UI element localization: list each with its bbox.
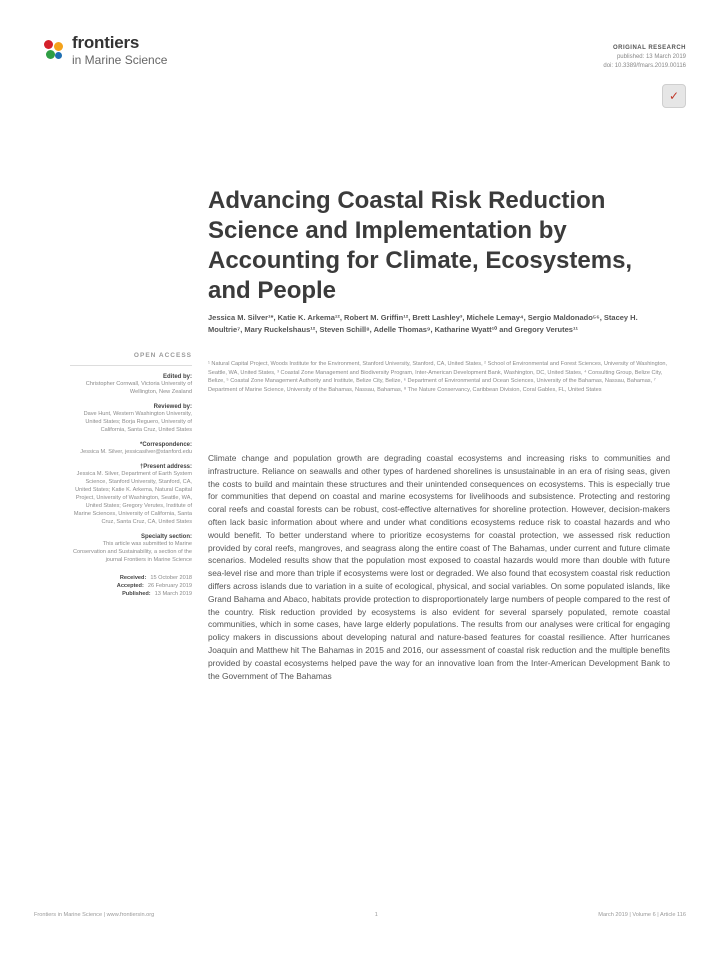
reviewed-by-text: Dave Hunt, Western Washington University, United States; Borja Reguero, University of California, Santa Cruz, United States [83, 411, 192, 433]
open-access-label: OPEN ACCESS [70, 352, 192, 366]
published-date-sidebar: 13 March 2019 [154, 591, 192, 597]
published-label: Published: [122, 591, 151, 597]
publication-info [603, 44, 686, 71]
journal-logo[interactable] [44, 34, 167, 66]
specialty-section-text: This article was submitted to Marine Conservation and Sustainability, a section of the journal Frontiers in Marine Science [73, 541, 192, 563]
article-title: Advancing Coastal Risk Reduction Science and Implementation by Accounting for Climate, Ecosystems, and People [208, 187, 633, 304]
check-for-updates-icon[interactable]: ✓ [662, 84, 686, 108]
received-date: 15 October 2018 [150, 575, 192, 581]
abstract: Climate change and population growth are degrading coastal ecosystems and increasing risks to communities and infrastructure. Reliance on seawalls and other types of hardened shorelines is unsustainable in an era of rising seas, given the costs to build and maintain these structures and their unintended consequences on ecosystems. This is especially true for communities that depend on coastal and marine ecosystems for livelihoods and subsistence. Protecting and restoring coral reefs and coastal forests can be robust, cost-effective alternatives for shoreline protection. However, decision-makers often lack basic information about where and under what conditions ecosystems reduce risk to coastal hazards and who would benefit. To better understand where to prioritize ecosystems for coastal protection, we assessed risk reduction provided by coral reefs, mangroves, and seagrass along the entire coast of The Bahamas, under current and future climate scenarios. Modeled results show that the population most exposed to coastal hazards would more than double with future sea-level rise and more than triple if ecosystems were lost or degraded. We also found that ecosystem coastal risk reduction differs across islands due to variation in a suite of ecological, physical, and social variables. On some populated islands, like Grand Bahama and Abaco, habitats provide protection to disproportionately large numbers of people compared to the rest of the country. Risk reduction provided by ecosystems is also evident for several sparsely populated, remote coastal communities, which in some cases, have large elderly populations. The results from our analyses were critical for engaging policy makers in discussions about developing natural and nature-based features for coastal resilience. After hurricanes Joaquin and Matthew hit The Bahamas in 2015 and 2016, our assessment of coastal risk reduction and the multiple benefits provided by coastal ecosystems helped pave the way for an innovative loan from the Inter-American Development Bank to the Government of The Bahamas [208, 453, 670, 681]
doi-link[interactable]: doi: 10.3389/fmars.2019.00116 [603, 63, 686, 69]
accepted-date: 26 February 2019 [147, 583, 192, 589]
specialty-section-label: Specialty section: [140, 534, 192, 540]
edited-by-label: Edited by: [162, 374, 192, 380]
footer-citation: March 2019 | Volume 6 | Article 116 [598, 912, 686, 918]
page-number: 1 [374, 912, 378, 918]
present-address-text: Jessica M. Silver, Department of Earth System Science, Stanford University, Stanford, CA, United States; Katie K. Arkema, Natural Capital Project, University of Washington, Seattle, WA, United States; Gregory Verutes, Institute of Marine Sciences, University of California, Santa Cruz, Santa Cruz, CA, United States [73, 471, 192, 525]
correspondence-text[interactable]: Jessica M. Silver, jessicasilver@stanford.edu [80, 449, 192, 455]
journal-name: in Marine Science [72, 53, 168, 67]
brand-name: frontiers [72, 33, 140, 52]
accepted-label: Accepted: [116, 583, 144, 589]
frontiers-logo-icon [44, 40, 64, 60]
footer-journal-link[interactable]: Frontiers in Marine Science | www.frontiersin.org [34, 912, 155, 918]
edited-by-text: Christopher Cornwall, Victoria University of Wellington, New Zealand [85, 381, 192, 395]
article-type: ORIGINAL RESEARCH [612, 45, 686, 51]
published-date: published: 13 March 2019 [616, 54, 686, 60]
affiliations: ¹ Natural Capital Project, Woods Institute for the Environment, Stanford University, Stanford, CA, United States, ² School of Environmental and Forest Sciences, University of Washington, Seattle, WA, United States, ³ Coastal Zone Management and Biodiversity Program, Inter-American Development Bank, Washington, DC, United States, ⁴ Consulting Group, Belize City, Belize, ⁵ Coastal Zone Management Authority and Institute, Belize City, Belize, ⁶ Department of Environmental and Ocean Sciences, University of the Bahamas, Nassau, Bahamas, ⁷ Department of Marine Science, University of the Bahamas, Nassau, Bahamas, ⁸ The Nature Conservancy, Caribbean Division, Coral Gables, FL, United States [208, 361, 668, 393]
author-list: Jessica M. Silver¹*, Katie K. Arkema¹², Robert M. Griffin¹², Brett Lashley³, Michele Lemay⁴, Sergio Maldonado⁵⁶, Stacey H. Moultrie⁷, Mary Ruckelshaus¹², Steven Schill⁸, Adelle Thomas⁹, Katharine Wyatt¹⁰ and Gregory Verutes¹¹ [208, 313, 638, 334]
page-footer [34, 912, 686, 918]
article-dates [70, 574, 192, 598]
correspondence-label: *Correspondence: [139, 442, 192, 448]
received-label: Received: [119, 575, 147, 581]
present-address-label: †Present address: [139, 464, 192, 470]
reviewed-by-label: Reviewed by: [153, 404, 192, 410]
article-sidebar [70, 352, 192, 598]
